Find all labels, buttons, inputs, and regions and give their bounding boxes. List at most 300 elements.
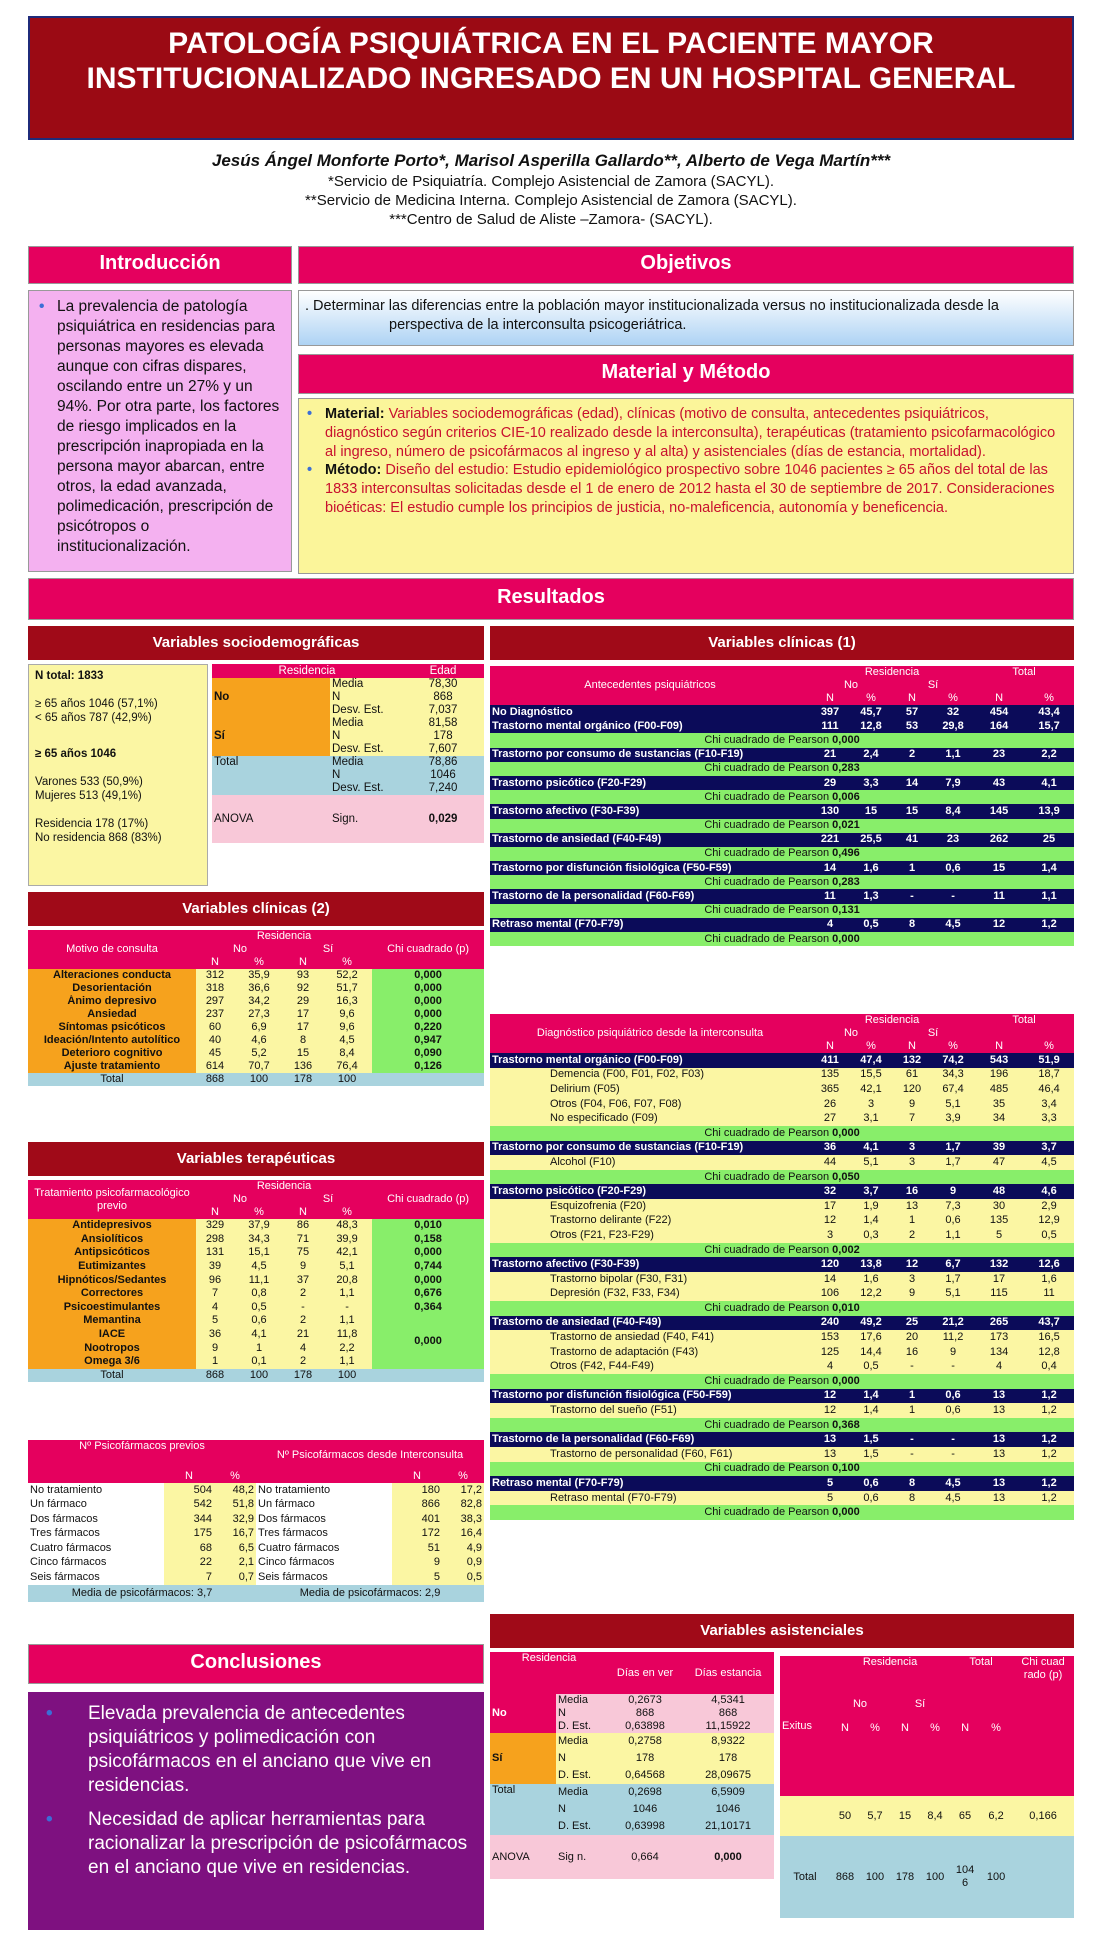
cell: 43,7: [1024, 1316, 1074, 1331]
cell: 1,1: [932, 1228, 974, 1243]
chi-label: Chi cuadrado de Pearson: [704, 932, 833, 945]
cell: 13,8: [850, 1257, 892, 1272]
cell: 1,2: [1024, 1432, 1074, 1447]
table-row: [490, 719, 1074, 733]
chi-value: 0,000: [832, 1506, 860, 1519]
cell: 12,8: [850, 719, 892, 733]
cell: 25: [1024, 833, 1074, 847]
cell: 86: [284, 1219, 322, 1233]
cell: 5,7: [860, 1796, 890, 1836]
table-row: [490, 889, 1074, 903]
table-row: [490, 776, 1074, 790]
cell: 37,9: [234, 1219, 284, 1233]
cell: %: [234, 956, 284, 969]
cell: %: [214, 1470, 256, 1483]
socio-l5: Mujeres 513 (49,1%): [35, 790, 142, 802]
table-row: [490, 918, 1074, 932]
cell: N: [556, 1801, 608, 1818]
cell: 50: [830, 1796, 860, 1836]
cell: 17: [810, 1199, 850, 1214]
exitus-h-res: Residencia: [830, 1656, 950, 1686]
exitus-h-total: Total: [950, 1656, 1012, 1686]
cell: No: [810, 1027, 892, 1040]
cell: 39: [196, 1260, 234, 1274]
diag-h-total: Total: [974, 1014, 1074, 1027]
cell: 0,090: [372, 1047, 484, 1060]
cell: Trastorno de la personalidad (F60-F69): [490, 889, 810, 903]
chi-value: 0,368: [832, 1418, 860, 1431]
cell: 4,5341: [682, 1694, 774, 1707]
table-row: [28, 1314, 484, 1328]
cell: 11: [810, 889, 850, 903]
cell: 78,30: [402, 678, 484, 691]
cell: Trastorno mental orgánico (F00-F09): [490, 719, 810, 733]
cell: 115: [974, 1287, 1024, 1302]
cell: N: [950, 1722, 980, 1796]
psico-media-prev: Media de psicofármacos: 3,7: [28, 1585, 256, 1602]
terap-h-chi: Chi cuadrado (p): [372, 1180, 484, 1219]
cell: 3,7: [850, 1184, 892, 1199]
cell: 12,6: [1024, 1257, 1074, 1272]
cell: Cuatro fármacos: [28, 1541, 164, 1556]
table-row: [490, 1141, 1074, 1156]
cell: 43: [974, 776, 1024, 790]
affiliation-1: *Servicio de Psiquiatría. Complejo Asistencial de Zamora (SACYL).: [327, 173, 775, 190]
cell: 106: [810, 1287, 850, 1302]
cell: 37: [284, 1273, 322, 1287]
cell: 7,607: [402, 743, 484, 756]
cell: 15: [974, 861, 1024, 875]
cell: 70,7: [234, 1060, 284, 1073]
cell: 2,4: [850, 748, 892, 762]
table-row: [490, 1316, 1074, 1331]
cell: 48,3: [322, 1219, 372, 1233]
cell: 12: [810, 1403, 850, 1418]
chi-label: Chi cuadrado de Pearson: [704, 1506, 833, 1519]
cell: 4,5: [322, 1034, 372, 1047]
cell: Nootropos: [28, 1341, 196, 1355]
cell: 0,5: [234, 1301, 284, 1315]
socio-l2: < 65 años 787 (42,9%): [35, 712, 152, 724]
cell: 265: [974, 1316, 1024, 1331]
cell: Síntomas psicóticos: [28, 1021, 196, 1034]
clin2-heading: Variables clínicas (2): [28, 892, 484, 926]
cell: 96: [196, 1273, 234, 1287]
cell: %: [980, 1722, 1012, 1796]
cell: -: [932, 1447, 974, 1462]
cell: -: [892, 1447, 932, 1462]
cell: 47,4: [850, 1053, 892, 1068]
chi-label: Chi cuadrado de Pearson: [704, 1418, 833, 1431]
cell: Sí: [892, 679, 974, 692]
cell: 42,1: [850, 1082, 892, 1097]
cell: 75: [284, 1246, 322, 1260]
cell: %: [932, 692, 974, 705]
cell: N: [392, 1470, 442, 1483]
cell: 100: [234, 1073, 284, 1086]
chi-cell: [490, 847, 1074, 861]
socio-h-res: Residencia: [212, 664, 402, 678]
cell: 14,4: [850, 1345, 892, 1360]
metodo-item: [303, 461, 1063, 517]
cell: 178: [608, 1750, 682, 1767]
exitus-table: [780, 1656, 1074, 1918]
cell: 411: [810, 1053, 850, 1068]
cell: 15,7: [1024, 719, 1074, 733]
cell: 57: [892, 705, 932, 719]
cell: 4,5: [234, 1260, 284, 1274]
chi-cell: [490, 904, 1074, 918]
cell: 36: [810, 1141, 850, 1156]
cell: 173: [974, 1330, 1024, 1345]
cell: 29: [284, 995, 322, 1008]
psico-media-desde: Media de psicofármacos: 2,9: [256, 1585, 484, 1602]
table-row: [28, 1483, 484, 1498]
cell: 51,9: [1024, 1053, 1074, 1068]
socio-table: [212, 664, 484, 843]
cell: Trastorno de ansiedad (F40, F41): [490, 1330, 810, 1345]
intro-heading: Introducción: [28, 246, 292, 284]
cell: 1,7: [932, 1272, 974, 1287]
cell: Trastorno mental orgánico (F00-F09): [490, 1053, 810, 1068]
cell: 1,5: [850, 1447, 892, 1462]
cell: 0,6: [932, 1389, 974, 1404]
table-row: [28, 1073, 484, 1086]
table-row: [490, 1330, 1074, 1345]
cell: 1,4: [850, 1403, 892, 1418]
cell: 76,4: [322, 1060, 372, 1073]
cell: 0,166: [1012, 1796, 1074, 1836]
cell: 0,6: [932, 1214, 974, 1229]
cell: 237: [196, 1008, 234, 1021]
cell: 153: [810, 1330, 850, 1345]
cell: 7,240: [402, 782, 484, 795]
table-row: [490, 1214, 1074, 1229]
objetivos-box: . Determinar las diferencias entre la población mayor institucionalizada versus no institucionalizada desde la perspectiva de la interconsulta psicogeriátrica.: [298, 290, 1074, 346]
cell: 39: [974, 1141, 1024, 1156]
cell: -: [322, 1301, 372, 1315]
cell: 1046: [402, 769, 484, 782]
cell: 9: [932, 1345, 974, 1360]
cell: 0,1: [234, 1355, 284, 1369]
cell: Media: [330, 756, 402, 769]
cell: 23: [974, 748, 1024, 762]
cell: Un fármaco: [28, 1498, 164, 1513]
cell: 34: [974, 1111, 1024, 1126]
chi-cell: [490, 790, 1074, 804]
cell: 0,5: [1024, 1228, 1074, 1243]
cell: No: [830, 1686, 890, 1722]
cell: Trastorno delirante (F22): [490, 1214, 810, 1229]
psico-table: [28, 1440, 484, 1602]
cell: 74,2: [932, 1053, 974, 1068]
cell: 7,3: [932, 1199, 974, 1214]
asist-sign: Sig n.: [556, 1835, 608, 1879]
chi-label: Chi cuadrado de Pearson: [704, 847, 833, 860]
cell: 0,220: [372, 1021, 484, 1034]
cell: Un fármaco: [256, 1498, 392, 1513]
cell: 298: [196, 1233, 234, 1247]
cell: 34,3: [234, 1233, 284, 1247]
cell: Demencia (F00, F01, F02, F03): [490, 1068, 810, 1083]
cell: Trastorno afectivo (F30-F39): [490, 804, 810, 818]
table-row: [28, 1047, 484, 1060]
cell: 13: [974, 1432, 1024, 1447]
cell: 3,7: [1024, 1141, 1074, 1156]
cell: 0,5: [850, 918, 892, 932]
cell: 4,1: [234, 1328, 284, 1342]
chi-label: Chi cuadrado de Pearson: [704, 1374, 833, 1387]
cell: 132: [974, 1257, 1024, 1272]
conclusiones-heading: Conclusiones: [28, 1644, 484, 1684]
table-row: [28, 1260, 484, 1274]
cell: 14: [810, 1272, 850, 1287]
exitus-h-chi: Chi cuad rado (p): [1012, 1656, 1074, 1796]
asist-si: Sí: [490, 1733, 556, 1784]
cell: 135: [810, 1068, 850, 1083]
cell: Trastorno de adaptación (F43): [490, 1345, 810, 1360]
cell: 1,5: [850, 1432, 892, 1447]
socio-summary: [28, 664, 208, 886]
cell: 21,10171: [682, 1818, 774, 1835]
cell: N: [974, 692, 1024, 705]
cell: 32,9: [214, 1512, 256, 1527]
conclusion-2: • Necesidad de aplicar herramientas para racionalizar la prescripción de psicofármacos en el anciano que vive en residencias.: [42, 1808, 470, 1880]
material-item: [303, 405, 1063, 461]
chi-value: 0,021: [832, 819, 860, 832]
cell: 16: [892, 1345, 932, 1360]
cell: 6,2: [980, 1796, 1012, 1836]
cell: %: [234, 1206, 284, 1219]
cell: 1: [892, 1389, 932, 1404]
socio-l3: ≥ 65 años 1046: [35, 748, 117, 760]
cell: 4,9: [442, 1541, 484, 1556]
cell: 3: [892, 1141, 932, 1156]
cell: Deterioro cognitivo: [28, 1047, 196, 1060]
cell: Trastorno por consumo de sustancias (F10-F19): [490, 1141, 810, 1156]
cell: Retraso mental (F70-F79): [490, 1476, 810, 1491]
cell: 17: [974, 1272, 1024, 1287]
cell: 40: [196, 1034, 234, 1047]
cell: %: [850, 1040, 892, 1053]
author-list: Jesús Ángel Monforte Porto*, Marisol Asperilla Gallardo**, Alberto de Vega Martín***: [211, 151, 891, 170]
cell: 13: [974, 1447, 1024, 1462]
table-row: [490, 1155, 1074, 1170]
chi-value: 0,283: [832, 875, 860, 888]
cell: 100: [322, 1073, 372, 1086]
cell: 0,5: [442, 1570, 484, 1585]
cell: 1: [196, 1355, 234, 1369]
cell: 18,7: [1024, 1068, 1074, 1083]
clin1-h-total: Total: [974, 666, 1074, 679]
table-row: [490, 1403, 1074, 1418]
cell: -: [892, 1359, 932, 1374]
cell: 0,000: [372, 1273, 484, 1287]
table-row: [490, 1111, 1074, 1126]
cell: 36,6: [234, 982, 284, 995]
cell: 0,6: [932, 1403, 974, 1418]
table-row: [490, 748, 1074, 762]
asist-p-ver: 0,664: [608, 1835, 682, 1879]
cell: Eutimizantes: [28, 1260, 196, 1274]
cell: 5: [974, 1228, 1024, 1243]
cell: 240: [810, 1316, 850, 1331]
cell: 4,6: [234, 1034, 284, 1047]
cell: 1,1: [322, 1355, 372, 1369]
cell: 13: [810, 1432, 850, 1447]
cell: 2: [892, 1228, 932, 1243]
cell: 35,9: [234, 969, 284, 982]
clin1-heading: Variables clínicas (1): [490, 626, 1074, 660]
cell: Trastorno psicótico (F20-F29): [490, 776, 810, 790]
cell: [974, 679, 1074, 692]
socio-l6: Residencia 178 (17%): [35, 818, 149, 830]
cell: 0,63898: [608, 1720, 682, 1733]
cell: Total: [28, 1073, 196, 1086]
cell: IACE: [28, 1328, 196, 1342]
cell: Ánimo depresivo: [28, 995, 196, 1008]
table-row: [490, 1082, 1074, 1097]
cell: N: [164, 1470, 214, 1483]
table-row: [28, 1527, 484, 1542]
cell: 868: [682, 1707, 774, 1720]
cell: 2: [284, 1355, 322, 1369]
cell: Psicoestimulantes: [28, 1301, 196, 1315]
cell: 4: [196, 1301, 234, 1315]
cell: 2,1: [214, 1556, 256, 1571]
cell: 100: [920, 1836, 950, 1918]
cell: 21: [810, 748, 850, 762]
asist-no: No: [490, 1694, 556, 1733]
cell: 120: [810, 1257, 850, 1272]
table-row: [28, 1498, 484, 1513]
cell: Tres fármacos: [256, 1527, 392, 1542]
metodo-text: Diseño del estudio: Estudio epidemiológico prospectivo sobre 1046 pacientes ≥ 65 años del total de las 1833 interconsultas solicitadas desde el 1 de enero de 2012 hasta el 30 de septiembre de 2017. Consideraciones bioéticas: El estudio cumple los principios de justicia, no-maleficencia, autonomía y beneficencia.: [325, 462, 1055, 516]
cell: 868: [402, 691, 484, 704]
cell: N: [330, 691, 402, 704]
cell: 1,2: [1024, 1389, 1074, 1404]
cell: 13: [974, 1389, 1024, 1404]
authors-block: [28, 150, 1074, 229]
cell: 8: [284, 1034, 322, 1047]
chi-value: 0,002: [832, 1243, 860, 1256]
terap-heading: Variables terapéuticas: [28, 1142, 484, 1176]
cell: 25: [892, 1316, 932, 1331]
cell: 1,6: [1024, 1272, 1074, 1287]
socio-heading: Variables sociodemográficas: [28, 626, 484, 660]
material-text: Variables sociodemográficas (edad), clínicas (motivo de consulta, antecedentes psiquiátricos, diagnóstico según criterios CIE-10 realizado desde la interconsulta), terapéuticas (tratamiento psicofarmacológico al ingreso, número de psicofármacos al ingreso y al alta) y asistenciales (días de estancia, mortalidad).: [325, 406, 1056, 460]
cell: Desv. Est.: [330, 704, 402, 717]
table-row: [28, 1570, 484, 1585]
table-row: [490, 1170, 1074, 1185]
cell: 27,3: [234, 1008, 284, 1021]
cell: %: [860, 1722, 890, 1796]
cell: 7,9: [932, 776, 974, 790]
cell: 2: [892, 748, 932, 762]
table-row: [490, 1432, 1074, 1447]
table-row: [490, 932, 1074, 946]
cell: 0,364: [372, 1301, 484, 1315]
cell: 51: [392, 1541, 442, 1556]
cell: 172: [392, 1527, 442, 1542]
chi-label: Chi cuadrado de Pearson: [704, 1462, 833, 1475]
table-row: [490, 1476, 1074, 1491]
cell: 16,3: [322, 995, 372, 1008]
clin1-h-ant: Antecedentes psiquiátricos: [490, 666, 810, 705]
cell: 43,4: [1024, 705, 1074, 719]
chi-label: Chi cuadrado de Pearson: [704, 1301, 833, 1314]
cell: 178: [682, 1750, 774, 1767]
cell: 6,5909: [682, 1784, 774, 1801]
cell: 11,15922: [682, 1720, 774, 1733]
cell: 8,4: [322, 1047, 372, 1060]
table-row: [490, 1389, 1074, 1404]
cell: -: [892, 1432, 932, 1447]
cell: N: [890, 1722, 920, 1796]
cell: Hipnóticos/Sedantes: [28, 1273, 196, 1287]
cell: 3: [810, 1228, 850, 1243]
cell: Seis fármacos: [28, 1570, 164, 1585]
chi-label: Chi cuadrado de Pearson: [704, 790, 833, 803]
table-row: [490, 1287, 1074, 1302]
cell: [780, 1796, 830, 1836]
socio-total-label: Total: [212, 756, 330, 795]
cell: 3,3: [1024, 1111, 1074, 1126]
cell: 1,2: [1024, 1491, 1074, 1506]
cell: 47: [974, 1155, 1024, 1170]
cell: 136: [284, 1060, 322, 1073]
chi-label: Chi cuadrado de Pearson: [704, 1170, 833, 1183]
cell: 0,6: [234, 1314, 284, 1328]
cell: 12,9: [1024, 1214, 1074, 1229]
cell: 5,1: [932, 1287, 974, 1302]
cell: 0,6: [850, 1476, 892, 1491]
cell: No tratamiento: [28, 1483, 164, 1498]
table-row: [490, 1447, 1074, 1462]
clin1-h-res: Residencia: [810, 666, 974, 679]
diag-h-diag: Diagnóstico psiquiátrico desde la interconsulta: [490, 1014, 810, 1053]
socio-p: 0,029: [402, 795, 484, 843]
cell: 8: [892, 1476, 932, 1491]
cell: 9,6: [322, 1021, 372, 1034]
cell: Antipsicóticos: [28, 1246, 196, 1260]
chi-label: Chi cuadrado de Pearson: [704, 1126, 833, 1139]
cell: Dos fármacos: [256, 1512, 392, 1527]
table-row: [490, 847, 1074, 861]
cell: 868: [196, 1369, 234, 1383]
table-row: [28, 1021, 484, 1034]
diag-table: [490, 1014, 1074, 1520]
cell: 344: [164, 1512, 214, 1527]
cell: 401: [392, 1512, 442, 1527]
cell: 16,7: [214, 1527, 256, 1542]
cell: 41: [892, 833, 932, 847]
cell: 0,64568: [608, 1767, 682, 1784]
cell: 329: [196, 1219, 234, 1233]
cell: Total: [780, 1836, 830, 1918]
cell: 6,9: [234, 1021, 284, 1034]
cell: 1,4: [850, 1214, 892, 1229]
cell: 132: [892, 1053, 932, 1068]
table-row: [28, 1301, 484, 1315]
chi-cell: [490, 1374, 1074, 1389]
cell: 93: [284, 969, 322, 982]
cell: 12: [974, 918, 1024, 932]
cell: 135: [974, 1214, 1024, 1229]
cell: 196: [974, 1068, 1024, 1083]
cell: Trastorno del sueño (F51): [490, 1403, 810, 1418]
cell: No: [196, 1193, 284, 1206]
